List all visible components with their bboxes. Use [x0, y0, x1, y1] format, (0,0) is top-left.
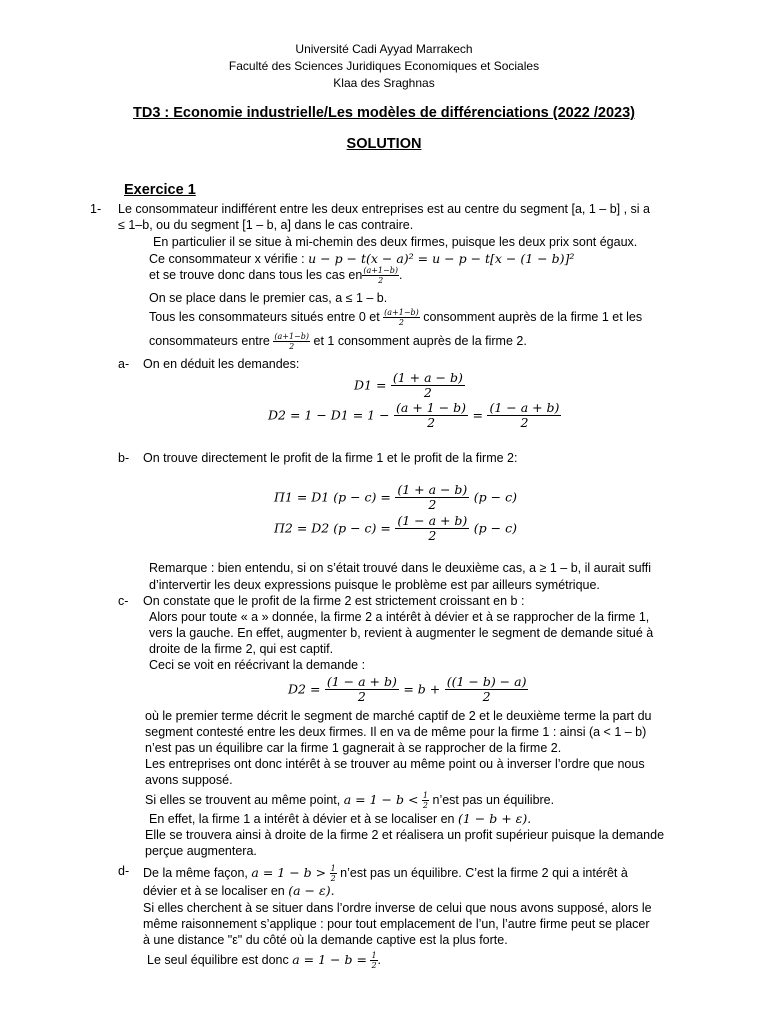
- paragraph-line: n’est pas un équilibre car la firme 1 gagnerait à se rapprocher de la firme 2.: [145, 741, 562, 755]
- equation-d2: D2 = 1 − D1 = 1 − $\frac{(a + 1 - b)}{2}$ = $\frac{(1 - a + b)}{2}$: [268, 400, 560, 430]
- fraction: $\frac{(a+1-b)}{2}$: [363, 266, 398, 285]
- paragraph-line: Alors pour toute « a » donnée, la firme 2 a intérêt à dévier et à se rapprocher de la firme 1,: [149, 610, 650, 624]
- paragraph-line: vers la gauche. En effet, augmenter b, revient à augmenter le segment de demande situé à: [149, 626, 654, 640]
- paragraph-line: segment contesté entre les deux firmes. Il en va de même pour la firme 1 : ainsi (a < 1 – b): [145, 725, 647, 739]
- conclusion-line: Le seul équilibre est donc a = 1 − b = $\frac{1}{2}$ .: [147, 951, 382, 970]
- paragraph-line: Le consommateur indifférent entre les deux entreprises est au centre du segment [a, 1 – b] , si a: [118, 202, 651, 216]
- faculty-name: Faculté des Sciences Juridiques Economiques et Sociales: [228, 59, 540, 73]
- paragraph-line: On en déduit les demandes:: [143, 357, 300, 371]
- paragraph-line: On constate que le profit de la firme 2 est strictement croissant en b :: [143, 594, 525, 608]
- paragraph-line: droite de la firme 2, qui est captif.: [149, 642, 334, 656]
- paragraph-line: ≤ 1–b, ou du segment [1 – b, a] dans le cas contraire.: [118, 218, 414, 232]
- paragraph-line: consommateurs entre $\frac{(a+1-b)}{2}$ et 1 consomment auprès de la firme 2.: [149, 332, 527, 351]
- paragraph-line: En effet, la firme 1 a intérêt à dévier et à se localiser en (1 − b + ε).: [149, 811, 532, 826]
- paragraph-line: même raisonnement s’applique : pour tout emplacement de l’un, l’autre firme peut se placer: [143, 917, 650, 931]
- paragraph-line: Tous les consommateurs situés entre 0 et $\frac{(a+1-b)}{2}$ consomment auprès de la firme 1 et les: [149, 308, 643, 327]
- fraction-half: $\frac{1}{2}$: [330, 864, 336, 883]
- paragraph-line: dévier et à se localiser en (a − ε).: [143, 883, 335, 898]
- item-label: d-: [118, 864, 130, 878]
- paragraph-line: avons supposé.: [145, 773, 233, 787]
- item-number: 1-: [90, 202, 102, 216]
- fraction: $\frac{(a+1-b)}{2}$: [384, 308, 419, 327]
- equation-d2-rewritten: D2 = $\frac{(1 - a + b)}{2}$ = b + $\frac{((1 - b) - a)}{2}$: [288, 674, 527, 704]
- fraction-half: $\frac{1}{2}$: [371, 951, 377, 970]
- item-label: a-: [118, 357, 130, 371]
- paragraph-line: Ceci se voit en réécrivant la demande :: [149, 658, 366, 672]
- fraction: $\frac{(a+1-b)}{2}$: [274, 332, 310, 351]
- paragraph-line: On trouve directement le profit de la firme 1 et le profit de la firme 2:: [143, 451, 518, 465]
- paragraph-line: Ce consommateur x vérifie : u − p − t(x − a)² = u − p − t[x − (1 − b)]²: [149, 251, 575, 266]
- exercise-title: Exercice 1: [124, 182, 196, 198]
- remark-line: Remarque : bien entendu, si on s’était trouvé dans le deuxième cas, a ≥ 1 – b, il aurait suffi: [149, 561, 652, 575]
- equation-d1: D1 = $\frac{(1 + a - b)}{2}$: [354, 370, 463, 400]
- paragraph-line: On se place dans le premier cas, a ≤ 1 – b.: [149, 291, 388, 305]
- university-name: Université Cadi Ayyad Marrakech: [295, 42, 473, 56]
- paragraph-line: et se trouve donc dans tous les cas en $\frac{(a+1-b)}{2}$ .: [149, 266, 403, 285]
- item-label: b-: [118, 451, 130, 465]
- paragraph-line: où le premier terme décrit le segment de marché captif de 2 et le deuxième terme la part du: [145, 709, 652, 723]
- equation: u − p − t(x − a)² = u − p − t[x − (1 − b)]²: [308, 251, 575, 266]
- paragraph-line: perçue augmentera.: [145, 844, 257, 858]
- equation-profit-2: Π2 = D2 (p − c) = $\frac{(1 - a + b)}{2}$ (p − c): [274, 513, 517, 543]
- paragraph-line: à une distance "ε" du côté où la demande captive est la plus forte.: [143, 933, 508, 947]
- paragraph-line: De la même façon, a = 1 − b > $\frac{1}{2}$ n’est pas un équilibre. C’est la firme 2 qui a intérêt à: [143, 864, 628, 883]
- campus-name: Klaa des Sraghnas: [333, 76, 435, 90]
- paragraph-line: En particulier il se situe à mi-chemin des deux firmes, puisque les deux prix sont égaux.: [153, 235, 638, 249]
- solution-heading: SOLUTION: [346, 136, 422, 152]
- paragraph-line: Les entreprises ont donc intérêt à se trouver au même point ou à inverser l’ordre que nous: [145, 757, 645, 771]
- document-title: TD3 : Economie industrielle/Les modèles de différenciations (2022 /2023): [132, 105, 636, 121]
- paragraph-line: Si elles cherchent à se situer dans l’ordre inverse de celui que nous avons supposé, alors le: [143, 901, 652, 915]
- paragraph-line: Elle se trouvera ainsi à droite de la firme 2 et réalisera un profit supérieur puisque la demande: [145, 828, 665, 842]
- fraction-half: $\frac{1}{2}$: [422, 791, 429, 810]
- equation-profit-1: Π1 = D1 (p − c) = $\frac{(1 + a - b)}{2}$ (p − c): [274, 482, 517, 512]
- paragraph-line: Si elles se trouvent au même point, a = 1 − b < $\frac{1}{2}$ n’est pas un équilibre.: [145, 791, 555, 810]
- item-label: c-: [118, 594, 129, 608]
- remark-line: d’intervertir les deux expressions puisque le problème est par ailleurs symétrique.: [149, 578, 600, 592]
